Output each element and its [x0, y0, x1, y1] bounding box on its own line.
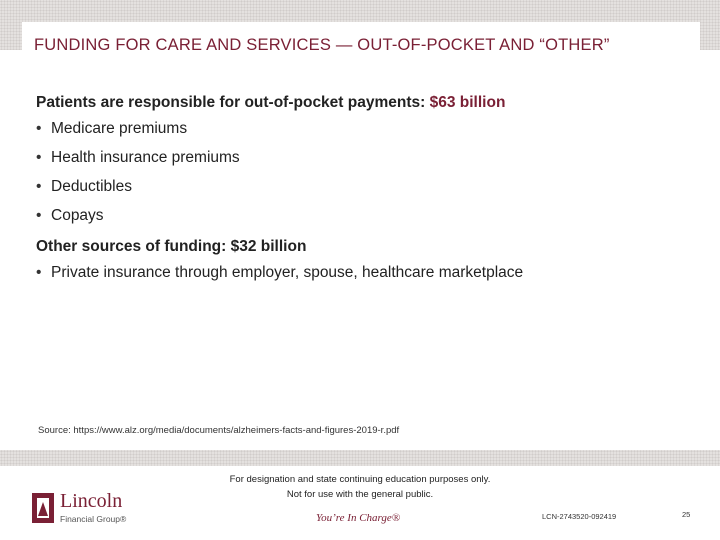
bullet-dot-icon: •: [36, 149, 42, 166]
bullet-item: [36, 258, 686, 287]
logo-wordmark: Lincoln: [60, 490, 123, 512]
bullet-text: Health insurance premiums: [51, 149, 240, 166]
slide-title: FUNDING FOR CARE AND SERVICES — OUT-OF-POCKET AND “OTHER”: [34, 36, 610, 54]
source-citation: Source: https://www.alz.org/media/documents/alzheimers-facts-and-figures-2019-r.pdf: [38, 425, 400, 436]
bullet-item: [36, 172, 686, 201]
logo-subtitle: Financial Group®: [60, 514, 127, 524]
section1-heading: [36, 92, 686, 114]
bullet-item: [36, 143, 686, 172]
section1-bullet-list: [36, 114, 686, 230]
bullet-text: Private insurance through employer, spouse, healthcare marketplace: [51, 264, 524, 281]
disclaimer-line-2: Not for use with the general public.: [286, 489, 434, 500]
bullet-dot-icon: •: [36, 120, 42, 137]
bullet-dot-icon: •: [36, 178, 42, 195]
disclaimer-line-1: For designation and state continuing education purposes only.: [229, 474, 491, 485]
footer-texture-band: [0, 450, 720, 466]
section2-heading: Other sources of funding: $32 billion: [36, 238, 307, 255]
disclaimer: [200, 472, 520, 502]
bullet-item: [36, 201, 686, 230]
bullet-text: Deductibles: [51, 178, 132, 195]
section2-bullet-list: [36, 258, 686, 287]
page-number: 25: [682, 510, 691, 519]
bullet-dot-icon: •: [36, 207, 42, 224]
document-code: LCN-2743520-092419: [542, 512, 617, 521]
bullet-text: Copays: [51, 207, 104, 224]
section1-heading-text: Patients are responsible for out-of-pocket payments:: [36, 94, 430, 111]
section1-amount: $63 billion: [429, 94, 506, 111]
bullet-item: [36, 114, 686, 143]
bullet-text: Medicare premiums: [51, 120, 188, 137]
bullet-dot-icon: •: [36, 264, 42, 281]
slide-content: [36, 92, 686, 287]
tagline: You’re In Charge®: [316, 512, 401, 524]
